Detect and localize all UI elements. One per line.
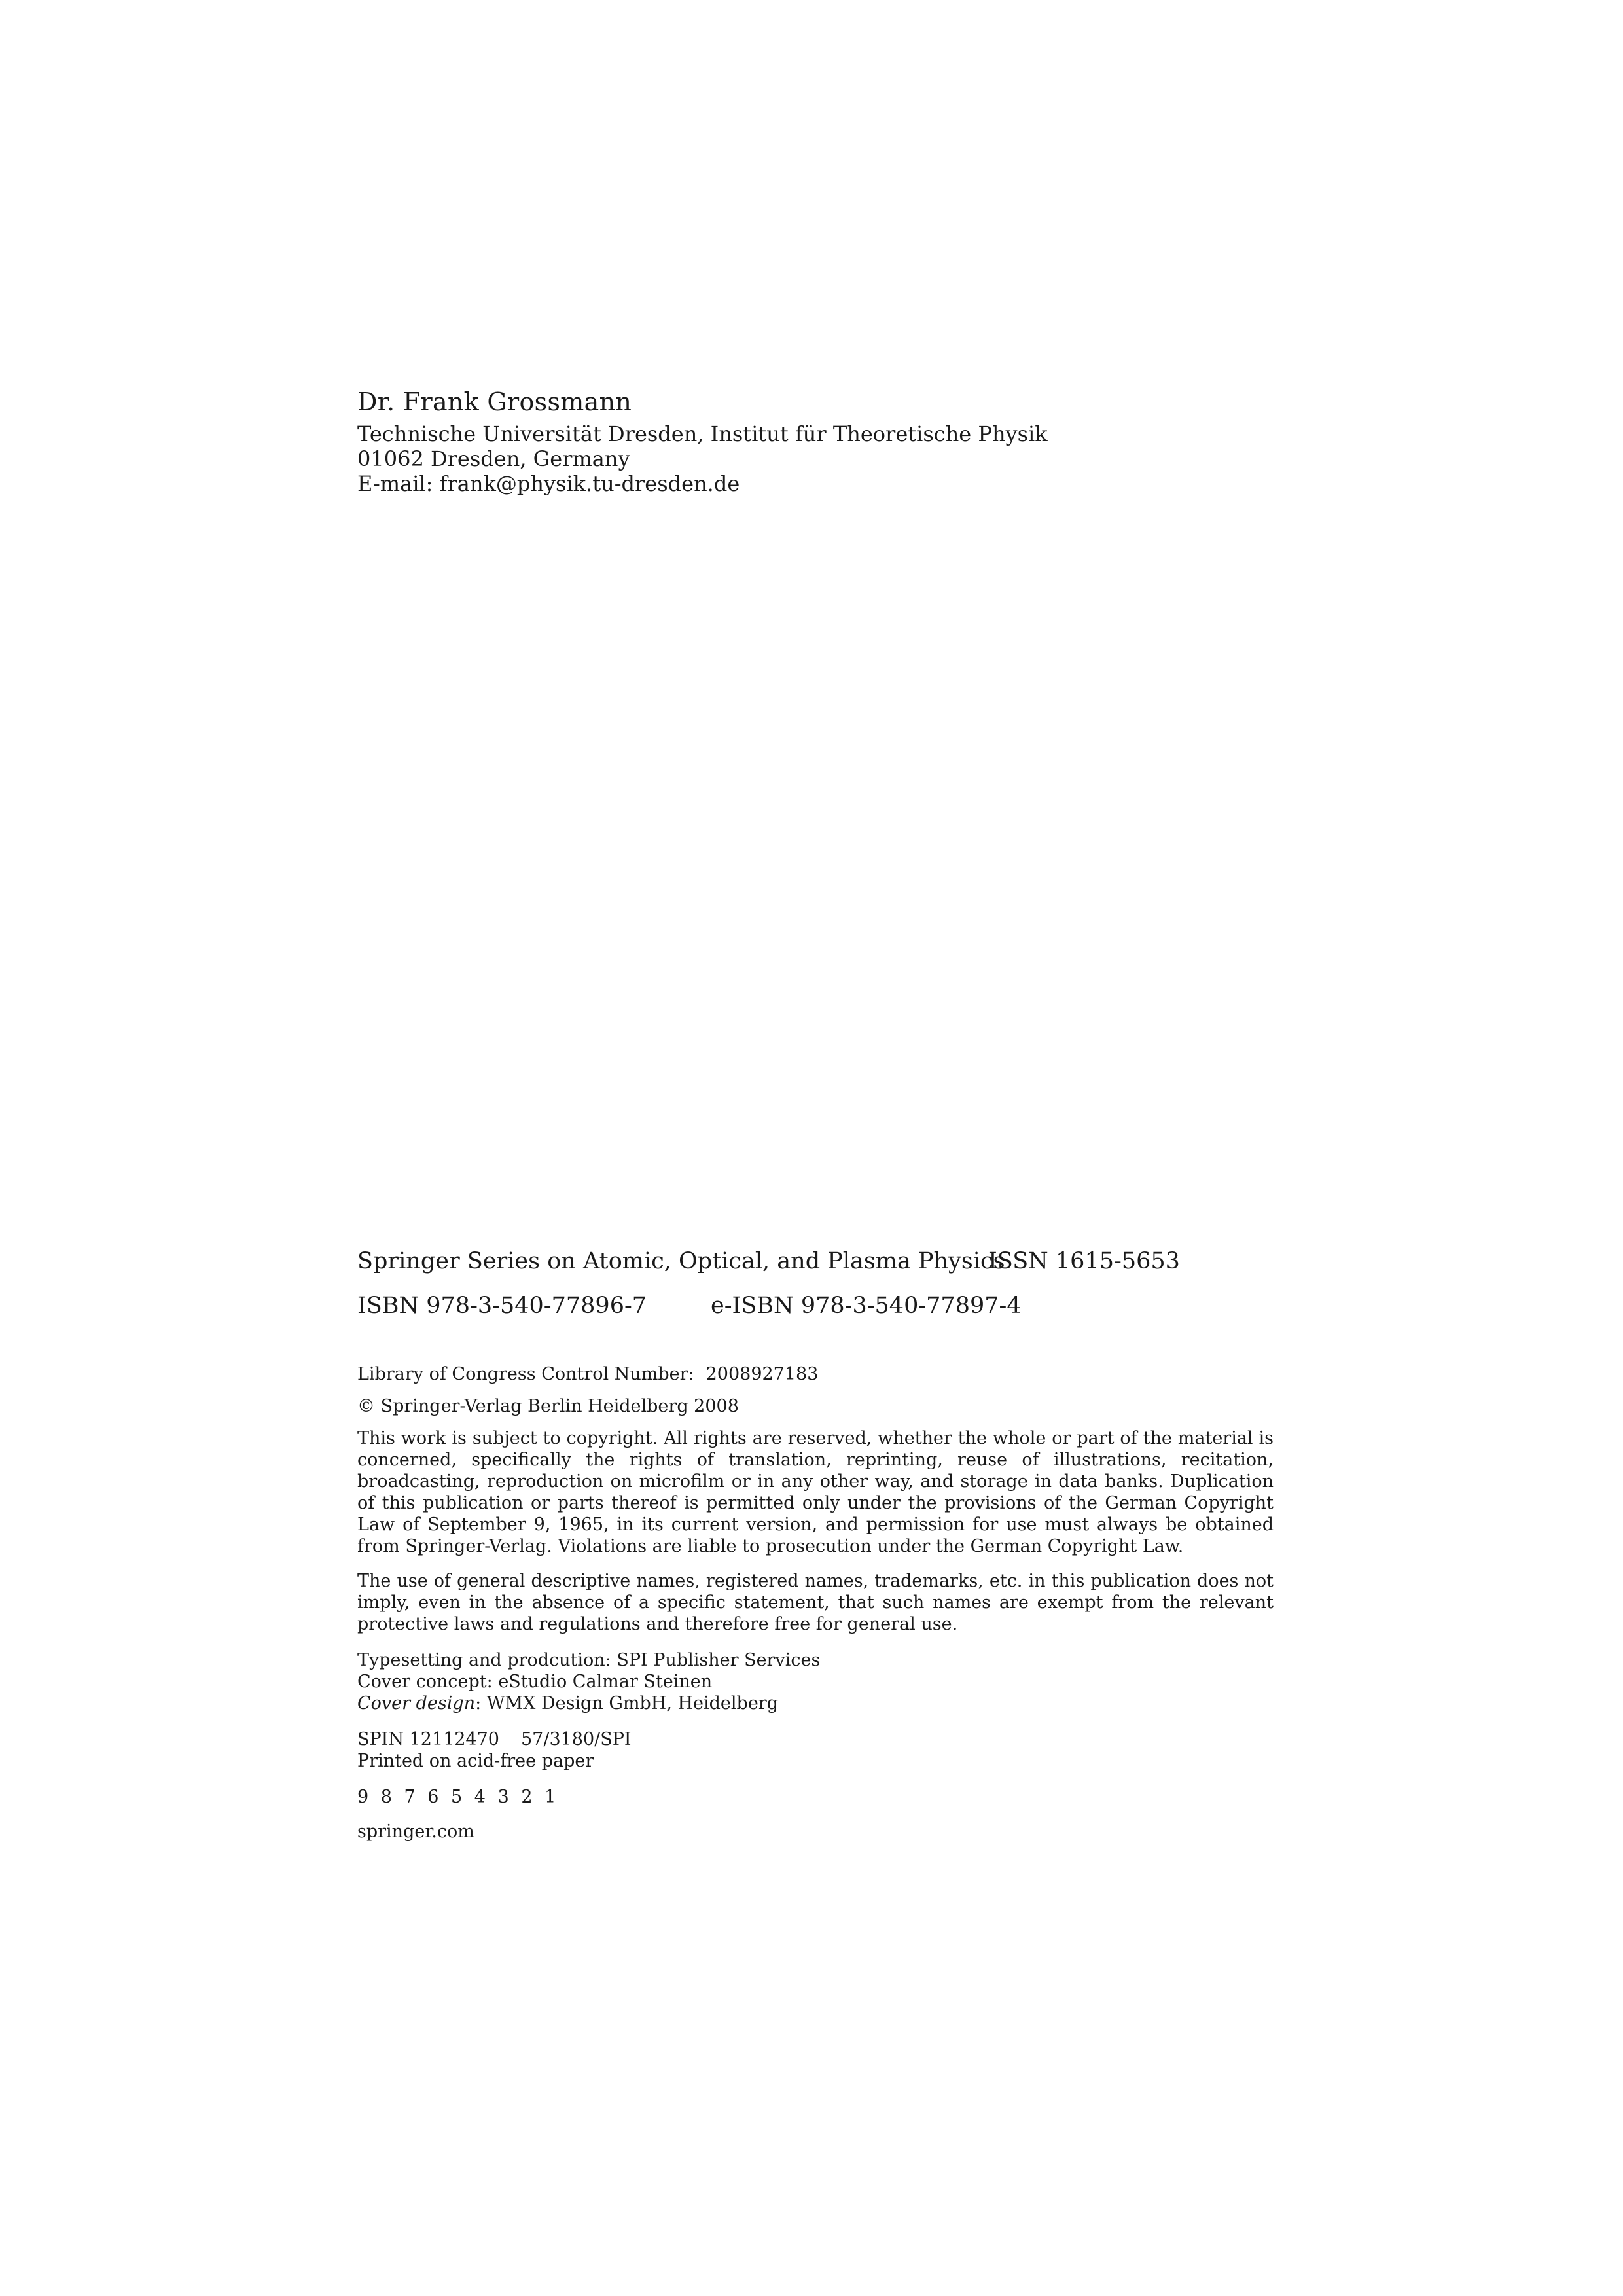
isbn-electronic: e-ISBN 978-3-540-77897-4 [711,1293,1022,1319]
paper-note: Printed on acid-free paper [357,1751,594,1771]
author-email: E-mail: frank@physik.tu-dresden.de [357,471,740,496]
cover-concept-credit: Cover concept: eStudio Calmar Steinen [357,1672,713,1692]
cover-design-label: Cover design [357,1693,476,1713]
trademark-paragraph: The use of general descriptive names, registered names, trademarks, etc. in this publication does not imply, even in the absence of a specific statement, that such names are exempt from the relevant protective laws and regulations and therefore free for general use. [357,1571,1274,1634]
isbn-line [357,1291,1274,1323]
cover-design-value: : WMX Design GmbH, Heidelberg [475,1693,778,1713]
series-title: Springer Series on Atomic, Optical, and Plasma Physics [357,1248,1005,1274]
typesetting-credit: Typesetting and prodcution: SPI Publisher Services [357,1650,821,1670]
author-address: 01062 Dresden, Germany [357,446,630,471]
spin-row [357,1729,1274,1750]
isbn-print: ISBN 978-3-540-77896-7 [357,1293,647,1319]
spin-code: SPIN 12112470 [357,1729,499,1749]
publisher-website: springer.com [357,1821,474,1842]
author-affiliation: Technische Universität Dresden, Institut für Theoretische Physik [357,422,1048,446]
author-block [357,386,1274,496]
lccn-number: 2008927183 [705,1364,819,1384]
series-issn: ISSN 1615-5653 [988,1248,1180,1274]
author-name: Dr. Frank Grossmann [357,387,632,416]
production-credits [357,1649,1274,1714]
spin-ref: 57/3180/SPI [521,1729,632,1749]
print-run: 9 8 7 6 5 4 3 2 1 [357,1787,560,1807]
bibliographic-block [357,1247,1274,1842]
copyright-notice: © Springer-Verlag Berlin Heidelberg 2008 [357,1396,739,1416]
copyright-paragraph: This work is subject to copyright. All rights are reserved, whether the whole or part of the material is concerned, specifically the rights of translation, reprinting, reuse of illustrations, recitation, broadcasting, reproduction on microfilm or in any other way, and storage in data banks. Duplication of this publication or parts thereof is permitted only under the provisions of the German Copyright Law of September 9, 1965, in its current version, and permission for use must always be obtained from Springer-Verlag. Violations are liable to prosecution under the German Copyright Law. [357,1428,1274,1556]
spin-block [357,1729,1274,1772]
lccn-line [357,1363,1274,1385]
series-line [357,1247,1274,1278]
cover-design-credit [357,1693,1274,1714]
lccn-label: Library of Congress Control Number: [357,1364,694,1384]
